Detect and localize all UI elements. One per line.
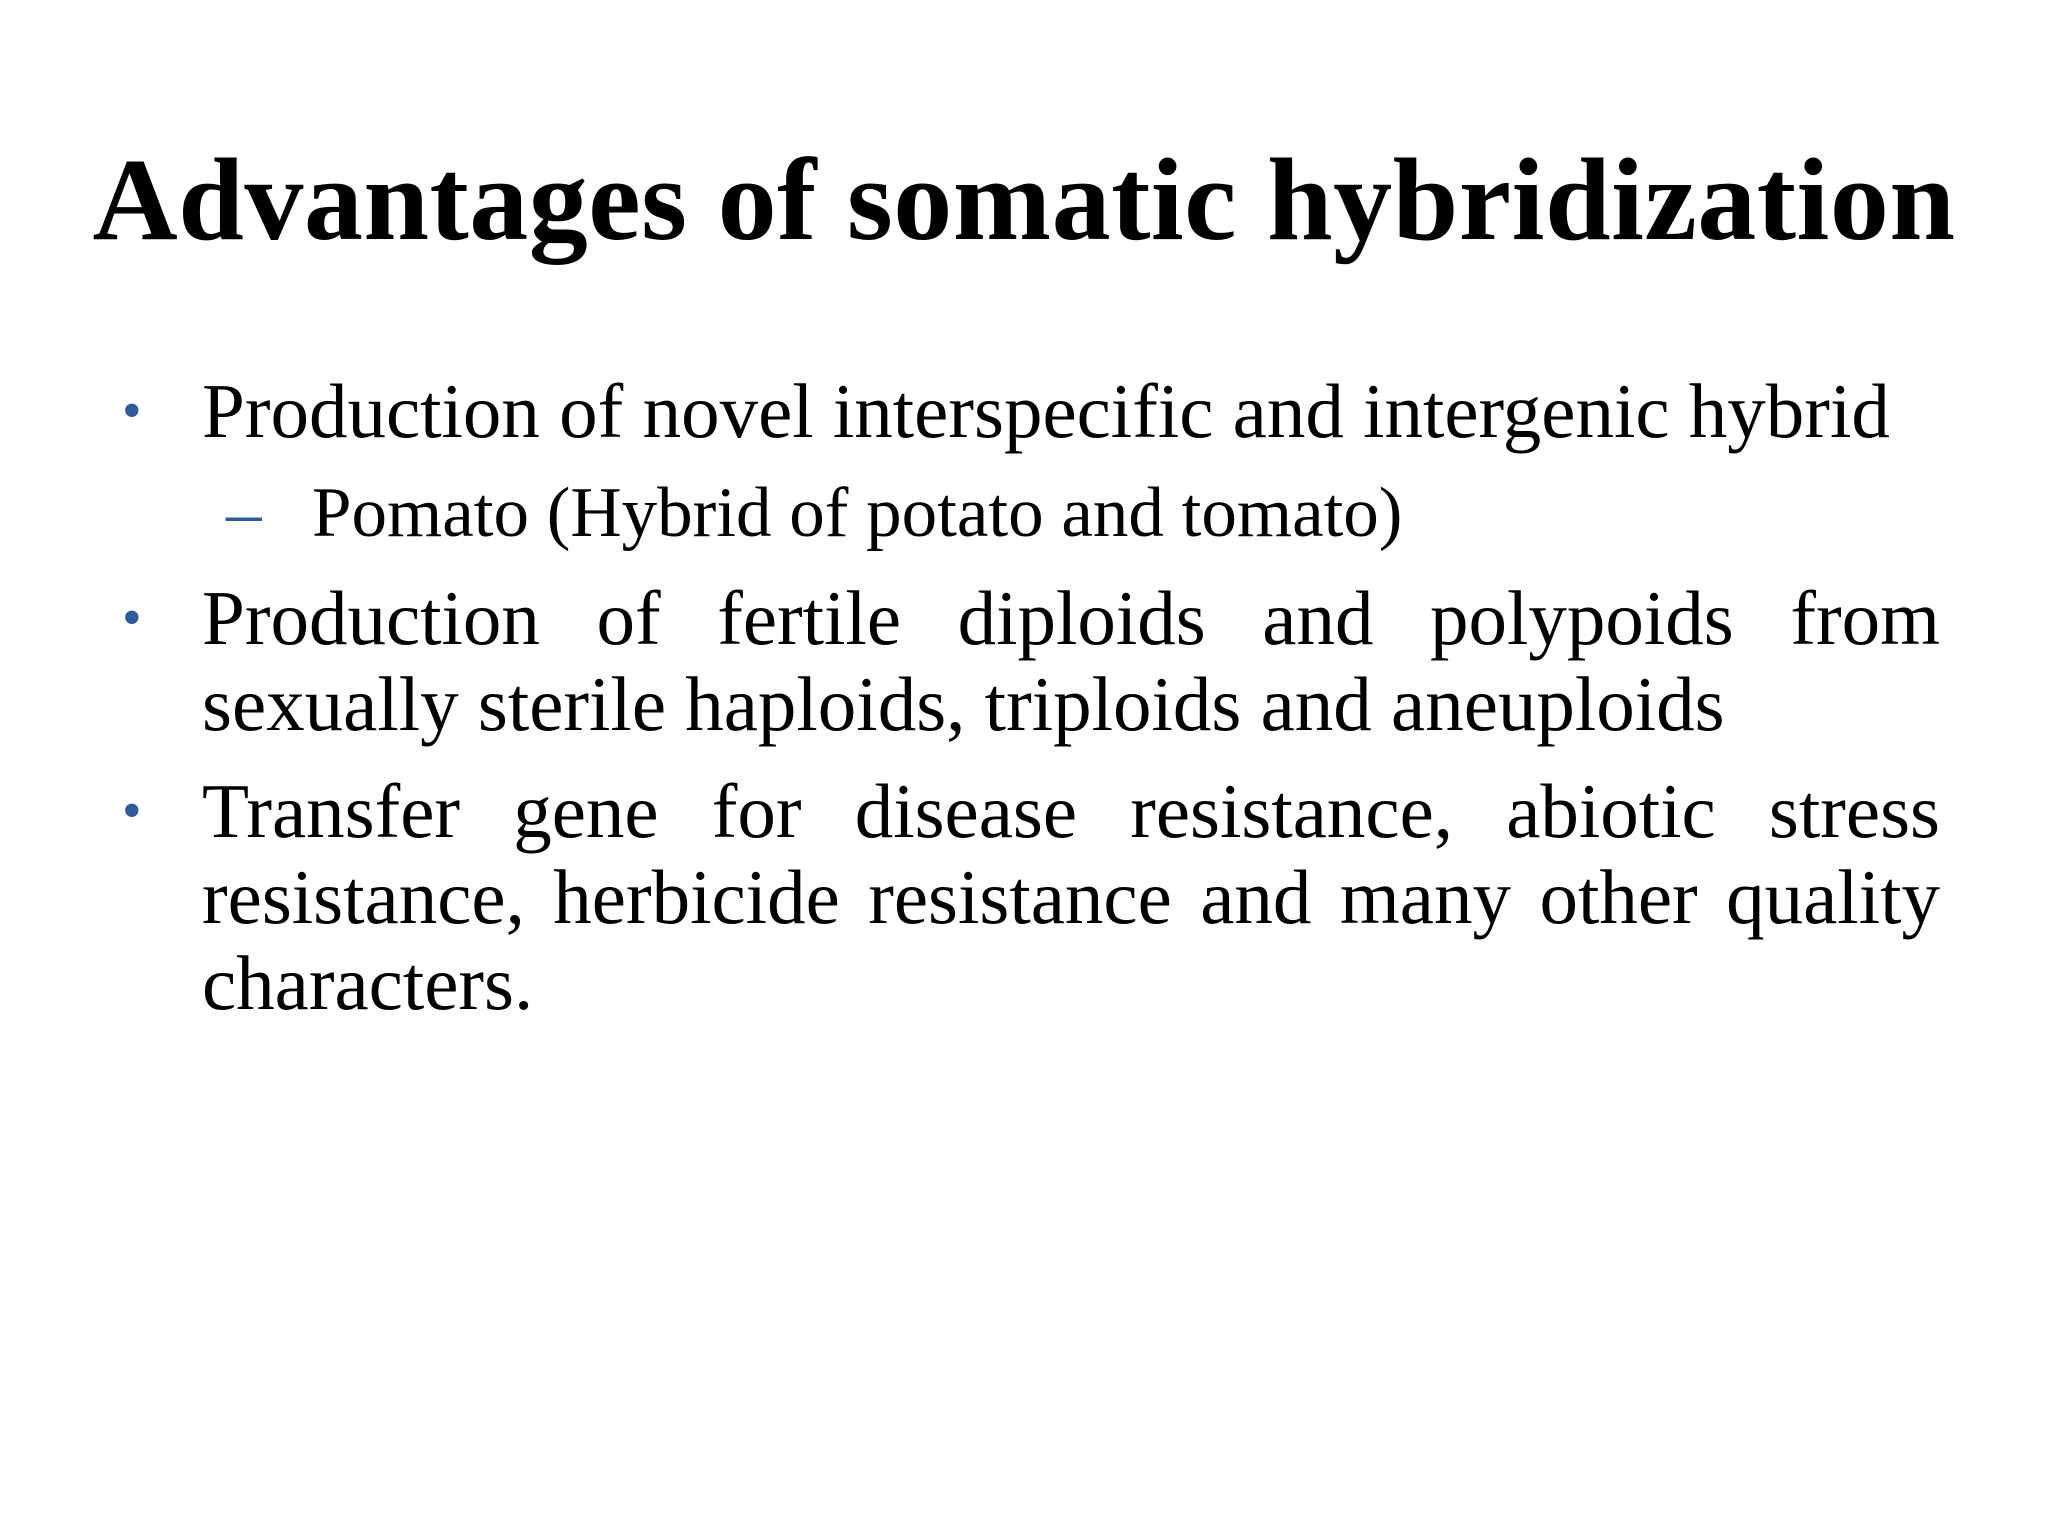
bullet-item xyxy=(120,575,1940,747)
slide-title: Advantages of somatic hybridization xyxy=(92,134,1956,265)
bullet-text: Transfer gene for disease resistance, abiotic stress resistance, herbicide resistance and many other quality characters. xyxy=(202,768,1940,1026)
bullet-text: Production of fertile diploids and polypoids from sexually sterile haploids, triploids and aneuploids xyxy=(202,575,1940,747)
bullet-text: Production of novel interspecific and intergenic hybrid xyxy=(202,368,1890,454)
sub-bullet-list xyxy=(202,472,1940,554)
bullet-icon: • xyxy=(122,587,142,649)
bullet-item xyxy=(120,768,1940,1026)
bullet-list xyxy=(120,368,1940,1026)
bullet-icon: • xyxy=(122,780,142,842)
bullet-item xyxy=(120,368,1940,554)
sub-bullet-text: Pomato (Hybrid of potato and tomato) xyxy=(312,474,1403,552)
sub-bullet-item xyxy=(226,472,1940,554)
dash-icon: – xyxy=(226,474,262,552)
bullet-icon: • xyxy=(122,380,142,442)
